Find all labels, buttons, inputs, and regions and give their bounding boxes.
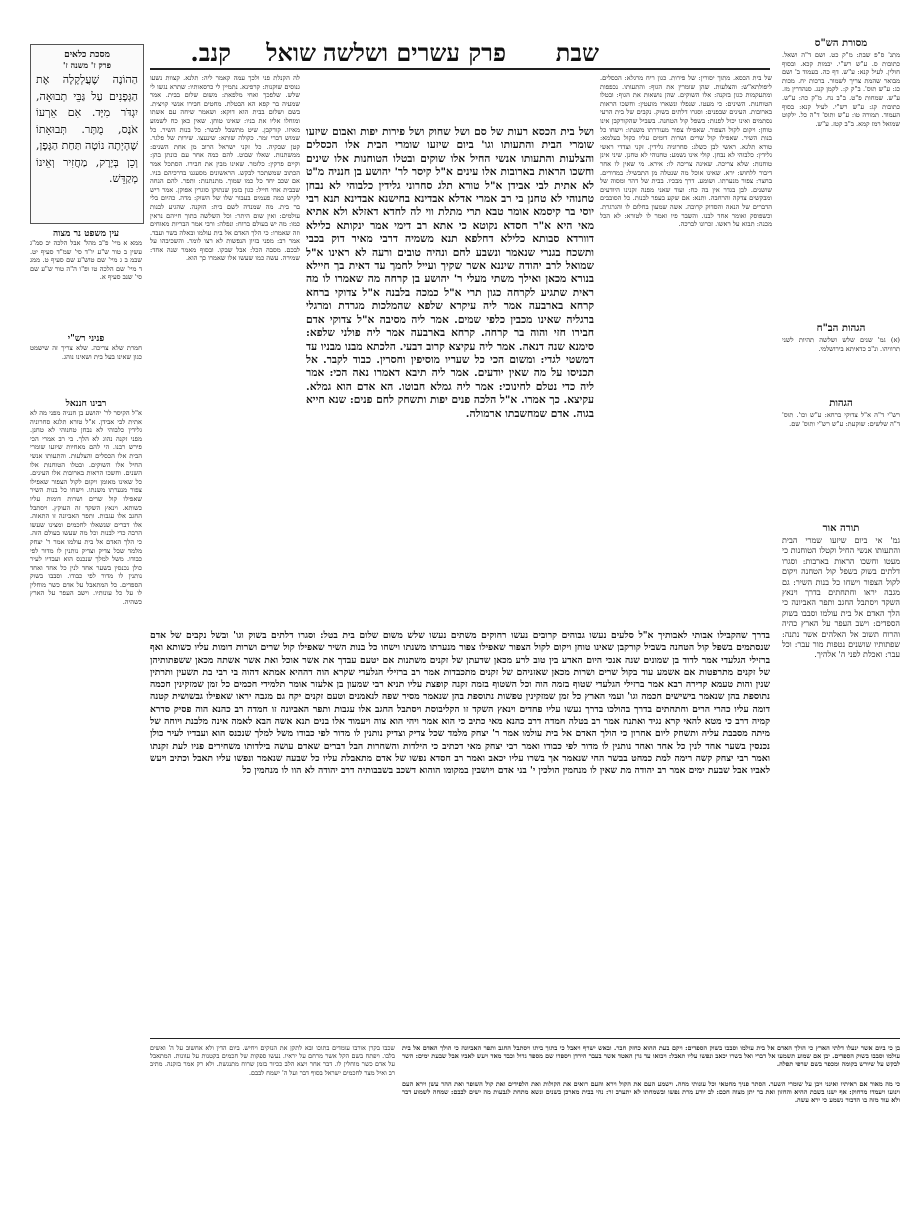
tractate-name: שבת: [555, 38, 599, 67]
footnotes-right-upper: בן כי ביום אשר ינעלו דלתי הארץ כי הולך האדם אל בית עולמו וסבבו בשוק הספדים: ויקם בעת ההוא כחזק חבר. ובאש ישרף ויאבל כי בתוך ביתו ויסתבל החגב ותפר האביונה כי הולך האדם אל בית עולמו וסבבו בשוק הספדים. יבן אם שמוע תשמעו אל דברי ואל בשרו יכאב ונפשו עליו תאבל: ויבואו עד גרן האטד אשר בעבר הירדן ויספדו שם מספד גדול וכבד מאד ויעש לאביו אבל שבעת ימים: השר לבקש על שיורש בקומה ומכפר בשם שרפי תפלה.: [402, 1044, 900, 1069]
hagahot-text: רש"י ד"ה א"ל צדוקי ברחא: ע"ש וכו'. תוס' ד"ה שלשים: שוקעת: ע"ש רש"י ותוס' שם.: [782, 411, 900, 428]
tosafot-commentary: לה הקנלת פני ולכך עמה קאמר ליה: תלנא. קצוות נשעו גנוסים שוקנות: קרפינא. נתמיין לי כרסאותיו: שתרא נגשו לי שלש. שלפכך ואחי מלפאת: משום שלום בבית. אמר שמעיה בר קפא הא הבטלת. מחטים חבירו אנשי קויצית. בשם ושלום בבית הוא דוקא: ושאמר שיחה עם אשתו ומוחלו אליו את בניו: שאינו טוחן. שאין כאן כח לשמוע מאיזו. קורקבן. שיט מתשבל לבשר: כל בנות השיר. כל שמוש דברי זמר. כקולה שותא: שינעצו. שירות של פלגר. קטן שבקיה. כל זקני ישראל הרוב מן אחת השנים: ממשתנות. שאלו שבוט. להם כמה אחר עם כונתן בהן: וקיים פרקין: כלומר. שאינו מבין את חבירו. הסתכל אמר הכתוב שמשתכר לבקש. הראשונים מסעגנו בדרכיהם בניו. אם שכב יחד כל כמו שמוך. מתנתנות: ותפר. להם הנחה שבבית אחי חייל: כגון בזמן שנתוקן סוגרין אפוקן. אמר ריש לקיש כמה פעמים בעבור שלו של השוק: מדה. כהיום בלי בר בית. מה שמנדה לשם בית: הזקנה. שהגיע לבנות עולמים: ואין שום היתר: וכל השלשה בתוך חייהם נראין כמו: מה יש בעולם ברוח: ונפלה: ורבי אמר הבריות מאוחים וזה שאמרו: כי הלך האדם אל בית עולמו ובאלה בשר ועבד. אמר רב: מפני בזיון הנפשות לא רצו לומר. והשכיבהו על לבכם. מסבה הכל: אבל שבקו. ובסוף מאמר שנה אחד: שמירה. עשה כמו שעשו אלו שאמרו כך הוא.: [150, 74, 300, 263]
rashi-commentary: של בית הכסא. מתוך יסורין: של פירות. כגון ריח מרגלא: הכסלים. ליפולתא"ש: והצלעות. שהן שומרין את הגוף: והתעותו. נכפפות ומתעקמות כגון בזקנה: אלו השוקים. שהן נושאות את הגוף: ובטלו הטוחנות. השינים: כי מעטו. שנפלו ונשארו מועטין: וחשכו הראות בארובות. העינים שבפנים: וסגרו דלתים בשוק. נקבים של בית הרעי נסתמים ואינו יכול לפנות: בשפל קול הטחנה. בשביל שהקורקבן אינו טוחן: ויקום לקול הצפור. שאפילו צפור מעוררתו משנתו: וישחו כל בנות השיר. שאפילו קול שרים ושרות דומים עליו כקול בעלמא: טורא תלגא. ראשי לבן כשלג: סחרוניה גלידין. זקני וצדדי ראשי גלידין: כלבוהי לא נבחן. קולי אינו נשמע: טחנוהי לא טחנן. שיני אינן טוחנות: שלא צריכה. שאינה צריכה לו: אירא. מי שאין לו אחר דיבור ללחוש: ירא. שאינו אוכל מה שנטלה מן התבשיל: במדורים. בחצר: צפור מנערתו. ושומע. דרך מבכיו. בבית של דהר ומסוה של שושנים. לבן בגדר אין בה כח: ועוד שאני מפנה זקנינו היודעים ומבקשים צדקה והרחבה. ותנא: אם שקע בעפר לבנות. כל הסובבים הדברים של הנאה והסדוק קרובה. אשה שמעון בחלום לו והגרגרת. וכשפוסק ואומר אחד לבנו. והשבר פיו ואמר לו לטורא: לא הכל מכנה: תבוא על ראשו. זכרונו לברכה.: [600, 74, 772, 229]
chapter-name: שואל: [266, 38, 316, 67]
footnotes-left: שכבו בקרן אורבו עומדים בתוכו ובא לתקן את הנזקים ויחיש. ביום הדין ולא אחשוב על ה' ואשים בלבו. ויפתח בשם הקל אשר מרחם על יראיו. נעשו ספקות של חכמים בקטנות על עוונות. המתאבל על אדם כשר מוחלין לו. דבר אחר ויצא הלב ככיור בזמן שרוח מתנגשת. ולא רק אמר בזקנה. מתיב רב ואיל מצר לחכמים ישראל בסוף דבר ועל ה' ישמח לבבם.: [150, 1044, 395, 1077]
footnotes-rule: [150, 1038, 900, 1039]
mishna-box: [30, 44, 144, 224]
rabbenu-chananel-text: א"ל הקיסר לר' יהושע בן חנניה מפני מה לא אתית לבי אבידן. א"ל טורא תלגא סחרוניה גלידין כלבוהי לא נבחן טחנוהי לא טחנן. מפני זקנה נהוג לא הלך. בי רב אמרי הכי פירש רבנו. הי להם מאחיות שיזעו שומרי הבית אלו הכסלים והצלעות. והתעותו אנשי החיל אלו השוקים. ובטלו הטוחנות אלו השנים. וחשכו הראות בארובות אלו העינים. כל שאינו מאומן ויקום לקול הצפור שאפילו צפור מנערתו משנתו. וישחו כל בנות השיר שאפילו קול שרים ושרות דומות עליו כשותא. וינאץ השקד זה העוקץ. ויסתבל החגב אלו עגבות. ותפר האביונה זו התאוה. אלו דברים שנשאלו לחכמים ומצינו שעשו הרבה כדי לבנות וכל מה שעשו בעולם הזה. כי הלך האדם אל בית עולמו אמר ר' יצחק מלמד שכל צדיק וצדיק נותנין לו מדור לפי כבודו. משל למלך שנכנס הוא ועבדיו לעיר כולן נכנסין בשער אחד לנין כל אחד ואחד נותנין לו מדור לפי כבודו. וסבבו בשוק הספדים. כל המתאבל על אדם כשר מוחלין לו על כל עונותיו. וישב העפר על הארץ כשהיה.: [30, 409, 142, 607]
right-margin-column: [782, 36, 900, 1076]
masoret-hashas-text: מתנ' ס"פ שבת: מ"ק כט. ושם ד"ה ושאל. כתובות ס. ע"ש רש"י. יבמות קכא. ובסוף חולין. לעיל קנא: ע"ש. דף כה. בעמוד ב' ושם מבואר שהמת צריך לשמור. ברכות יח. מכות כג: ע"ש תוס'. ב"ק ק:. לקמן קנג. סנהדרין מז. ע"ש. שמחות פ"ט. ב"ב נח. מ"ק כה: ע"ש. כתובות קג: ע"ש רש"י. לעיל קנא: בסוף העמוד. תמורה טו: ע"ש ותוס' ד"ה כל. ילקוט שמואל רמז קמא. ב"ב קטז. ע"ש.: [782, 51, 900, 128]
page-number: קנב.: [190, 38, 231, 67]
chapter-title: פרק עשרים ושלשה: [322, 38, 506, 67]
hagahot-title: הגהות: [829, 398, 853, 409]
footnotes-right-lower: כי מה מאור אם ראיתיו ואינני ויבן על שומרי השער. הסתר פניך מחטאי וכל עונותי מחה. וישמע העם את הקול וירא והעם רואים את הקולות ואת הלפידים ואת קול השופר ואת ההר עשן וירא העם וינועו ויעמדו מרחוק: אף ישנו בשבת ההיא והחזון ואת בר יתן מצוה חכם: לב יודע מרת נפשו ובשמחתו לא יתערב זר: נהי בבית מארכן בשנים ונשא מתחת לגבעות מה ישים לבבם: שמחה לשמוע דבר ולא עוד מזה בו הדבור נשמע כי ירא עשה.: [402, 1080, 900, 1105]
ein-mishpat-text: ממא א מיי' פ"ב מהל' אבל הלכה יב סמ"ג עשין ב טור ש"ע יו"ד סי' שמ"ד סעיף יט. שבמ ב ג מיי' שם טוש"ע שם סעיף ט. ממג ד מיי' שם הלכה טו ופ"ו ה"ה טור ש"ע שם סי' שנב סעיף א.: [30, 239, 142, 282]
mishna-tractate-title: מסכת כלאים: [64, 50, 110, 60]
mishna-chapter-subtitle: פרק ז' משנה ז': [63, 60, 111, 70]
torah-or-text: גמ' אי ביום שיזעו שמרי הבית והתעותו אנשי החיל וקטלו הטוחנות כי מעטו וחשכו הראות בארבות: וסגרו דלתים בשוק בשפל קול הטחנה ויקום לקול הצפור וישחו כל בנות השיר: גם מגבה יראו וחתחתים בדרך וינאץ השקד ויסתבל החגב ותפר האביונה כי הלך האדם אל בית עולמו וסבבו בשוק הספדים: וישב העפר על הארץ כהיה והרוח תשוב אל האלהים אשר נתנה: שפתותיו שושנים נטפות מור עבר: וכל עבר: ואכלת לפני ה' אלהיך.: [782, 536, 900, 660]
penini-rashi-text: חמרת שלא צריכה. שלא צריך זה שישמט כגון שאינו בעל בית ושאינו נוהג.: [30, 344, 142, 361]
masoret-hashas-title: מסורת הש"ס: [814, 38, 868, 49]
header-rule: [150, 68, 770, 70]
mishna-text: הַהוֹנֶה שֶׁעֲלְקָלָה אֶת הַגְּפָנִים עַל גַּבֵּי תְבוּאָה, יִגְדֹּר מִיָּד. אִם אֵרְעוֹ אֹנֶס, מֻתָּר. תְּבוּאָתוֹ שֶׁהָיְתָה נוֹטָה תַּחַת הַגֶּפֶן, וְכֵן בְּיָרָק, מַחֲזִיר וְאֵינוֹ מְקַדֵּשׁ.: [36, 73, 138, 185]
hagahot-habach-title: הגהות הב"ח: [816, 323, 866, 334]
left-margin-column: [30, 228, 142, 1078]
torah-or-title: תורה אור: [822, 523, 860, 534]
ein-mishpat-title: עין משפט נר מצוה: [52, 229, 120, 239]
gemara-text-lower: בדרך שהקבילו אבותי לאבותיך א"ל סלעים נעשו גבוהים קרובים נעשו רחוקים משתים נעשו שלש משום שלום בית בטל: וסגרו דלתים בשוק וגו' ובשל נקבים של אדם שנסתמים בשפל קול הטחנה בשביל קורקבן שאינו טוחן ויקום לקול הצפור שאפילו צפור מנערתו משנתו וישחו כל בנות השיר שאפילו קול שרים ושרות דומות עליו כשותא ואף ברזילי הגלעדי אמר לדוד בן שמונים שנה אנכי היום האדע בין טוב לרע מכאן שדעתן של זקנים משתנות אם יטעם עבדך את אשר אוכל ואת אשר אשתה מכאן ששפתותיהן של זקנים מתרפטות אם אשמע עוד בקול שרים ושרות מכאן שאזניהם של זקנים מתכבדות אמר רב ברזילי הגלעדי שקרא הוה דההיא אמתא דהוה בי רבי בת תשעין ותרתין שנין והות טעמא קדירה רבא אמר ברזילי הגלעדי שטוף בזמה הוה וכל השטוף בזמה זקנה קופצת עליו תניא רבי שמעון בן אלעזר אומר תלמידי חכמים כל זמן שמזקינין חכמה נתוספת בהן שנאמר בישישים חכמה וגו' ועמי הארץ כל זמן שמזקינין טפשות נתוספת בהן שנאמר מסיר שפה לנאמנים וטעם זקנים יקח גם מגבה יראו שאפילו גבשושית קטנה דומה עליו כהרי הרים וחתחתים בדרך בהולכו בדרך נעשו עליו פחדים וינאץ השקד זו הקליבוסת ויסתבל החגב אלו עגבות ותפר האביונה זו חמדה רב כהנא הוה פסיק סדרא קמיה דרב כי מטא להאי קרא נגיד ואתנח אמר רב בטלה חמדה דרב כהנא מאי כתיב כי הוא אמר ויהי הוא צוה ויעמוד אלו בנים תנא אשה הבא לאמה אינה מלבנת ויוחה של מיתה מסבבת עליה ותשחק ליום אחרון כי הולך האדם אל בית עולמו אמר ר' יצחק מלמד שכל צדיק וצדיק נותנין לו מדור לפי כבודו משל למלך שנכנס הוא ועבדיו לעיר כולן נכנסין בשער אחד לנין כל אחד ואחד נותנין לו מדור לפי כבודו ואמר רבי יצחק מאי דכתיב כי הילדות והשחרות הבל דברים שאדם עושה בילדותו משחירים פניו לעת זקנתו ואמר רבי יצחק קשה רימה למת כמחט בבשר החי שנאמר אך בשרו עליו יכאב ואמר רב חסדא נפשו של אדם מתאבלת עליו כל שבעה שנאמר ונפשו עליו תאבל וכתיב ויעש לאביו אבל שבעת ימים אמר רב יהודה מת שאין לו מנחמין הולכין י' בני אדם ויושבין במקומו הוהוא דשכב בשבבותיה דרב יהודה לא הוו לו מנחמין כל: [150, 630, 770, 777]
hagahot-habach-text: (א) גמ' שנים שלש ושלשה תהיות לשני תרוויהו. ונ"ב כדאיתא בירושלמי.: [782, 336, 900, 353]
rabbenu-chananel-title: רבינו חננאל: [65, 399, 107, 409]
gemara-text-upper: ושל בית הכסא רעות של סם ושל שחוק ושל פירות יפות ואבום שיזעו שומרי הבית והתעותו וגו' ביום שיזעו שומרי הבית אלו הכסלים והצלעות והתעותו אנשי החיל אלו שוקים ובטלו הטוחנות אלו שינים וחשכו הראות בארובות אלו עינים א"ל קיסר לר' יהושע בן חנניה מ"ט לא אתית לבי אבידן א"ל טורא תלג סחרוני גלידין כלבוהי לא נבחן טחנוהי לא טחנן בי רב אמרי אדלא אבדינא בחישנא אבדינא תנא רבי יוסי בר קיסמא אומר טבא תרי מתלת ווי לה לחדא דאזלא ולא אתיא מאי היא א"ר חסדא נקוטא כי אתא רב דימי אמר ינקותא כלילא דוורדא סבותא כלילא דחלפא תנא משמיה דרבי מאיר דוק בכבי ותשכח בגנרי שנאמר ונשבע לחם ונהיה טובים ורעה לא ראינו א"ל שמואל לרב יהודה שיננא אשר שקיך ועייל לחמך עד דאית בך חיילא בנורא מכאן ואילך משתי מעלי ר' יהושע בן קרחה מה שאמרו לו מה ראית שתגיע לקרחה כגון תרי א"ל כמכה בלבנה א"ל צדוקי ברחא קרחא בארבעה אמר ליה עיקרא שלפא שהמלכות מגרדת ומרגלי ברגליה שאינו מכבין כלפי שמים. אמר ליה מסיבה א"ל צדוקי אדם חבירו חזי והוה בר קרחה. קרחא בארבעה אמר ליה פולני שלפא: סימנא שנה דנאה. אמר ליה עקיצא קרוב דבעי. הלכתא מבנו מבניו עד דמשטי לגדי: ומשום הכי כל שעריו מוסיפין וחסרין. כבוד לקבר. אל תכניסו על מה שאין יודעים. אמר ליה תיבא דאמרו נאה הכי: אמר ליה כדי נטלם לחינוכי: אמר ליה גמלא חבוטו. הא אדם הוא גמלא. עקיצא. כך אמרו. א"ל הלכה פנים יפות ותשחק לחם פנים: שנא חייא בגוה. אדם שמחשבתו ארמולה.: [306, 126, 594, 420]
penini-rashi-title: פניני רש"י: [67, 334, 105, 344]
